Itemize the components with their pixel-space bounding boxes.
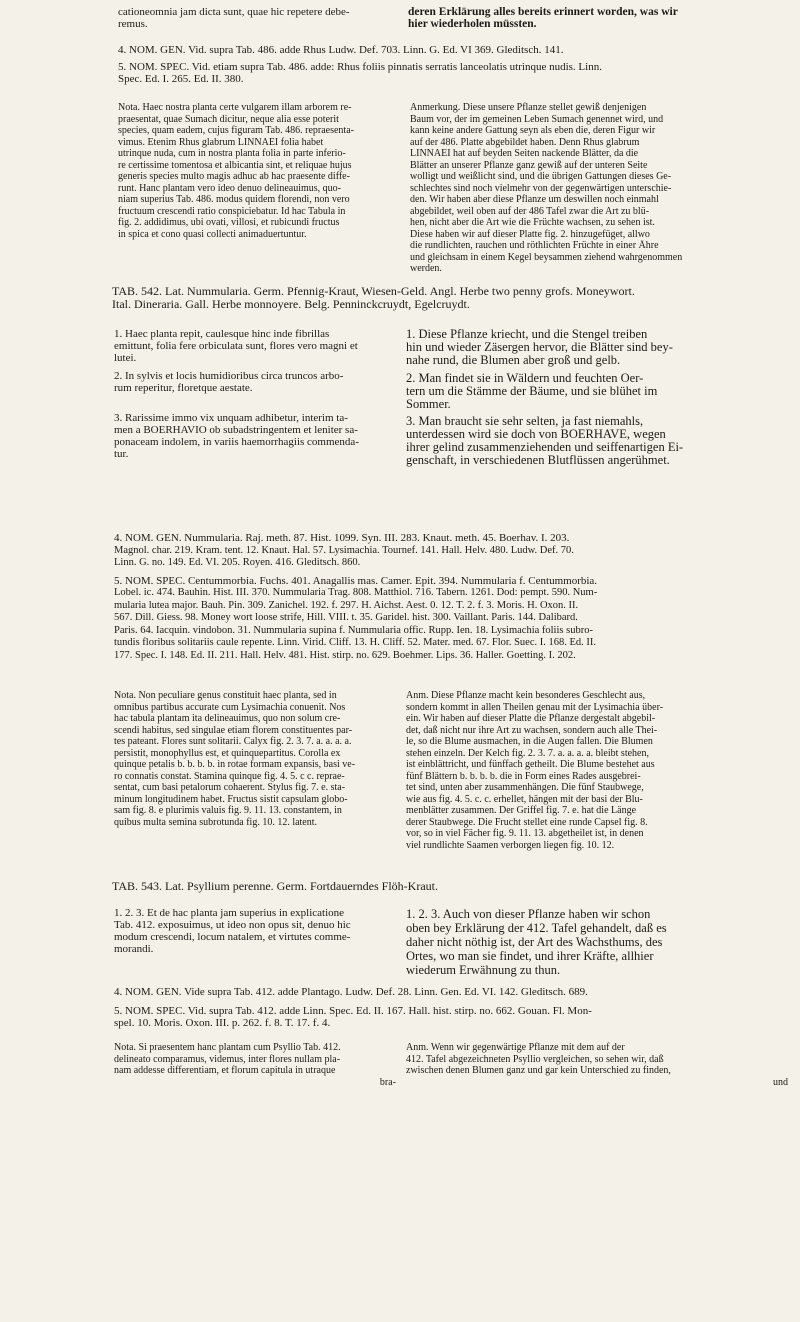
text-line: ihrer gelind zusammenziehenden und seiffenartigen Ei- [406, 441, 684, 454]
top-latin [118, 6, 398, 30]
section-header-line: TAB. 543. Lat. Psyllium perenne. Germ. Fortdauerndes Flöh-Kraut. [112, 880, 438, 893]
text-line: Sommer. [406, 398, 451, 411]
catchword: und [773, 1076, 788, 1088]
text-line: Baum vor, der im gemeinen Leben Sumach genennet wird, und [410, 113, 664, 125]
reference-line: 4. NOM. GEN. Nummularia. Raj. meth. 87. Hist. 1099. Syn. III. 283. Knaut. meth. 45. Boerhav. I. 203. [114, 532, 570, 544]
tab542-header [112, 285, 790, 311]
block1-nota-german [410, 102, 788, 275]
text-line: tet sind, unten aber zusammenhängen. Die fünf Staubwege, [406, 782, 644, 793]
text-line: wie aus fig. 4. 5. c. c. erhellet, hängen mit der basi der Blu- [406, 793, 643, 805]
text-line: Blätter an unserer Pflanze ganz gewiß auf der unteren Seite [410, 159, 648, 171]
reference-line: Lobel. ic. 474. Bauhin. Hist. III. 370. Nummularia Trag. 808. Matthiol. 716. Tabern. 1261. Dod: pempt. 590. Num- [114, 587, 598, 598]
text-line: ein. Wir haben auf dieser Platte die Pflanze dergestalt abgebil- [406, 713, 656, 724]
text-line: kann keine andere Gattung seyn als eben die, deren Figur wir [410, 125, 656, 136]
text-line: ist einblättricht, und fünffach getheilt. Die Blume bestehet aus [406, 759, 655, 770]
reference-line: 4. NOM. GEN. Vide supra Tab. 412. adde Plantago. Ludw. Def. 28. Linn. Gen. Ed. VI. 142. Gleditsch. 689. [114, 986, 588, 998]
text-line: wiederum Erwähnung zu thun. [406, 963, 561, 977]
text-line: persistit, monophyllus est, et quinquepartitus. Corolla ex [114, 747, 341, 759]
text-line: ponaceam indolem, in variis haemorrhagiis commenda- [114, 436, 359, 448]
text-line: sentat, cum basi petalorum cohaerent. Stylus fig. 7. e. sta- [114, 782, 346, 793]
text-line: ro connatis constat. Stamina quinque fig. 4. 5. c c. reprae- [114, 770, 345, 782]
text-line: delineato comparamus, videmus, inter flores nullam pla- [114, 1053, 341, 1065]
block1-nota-latin [118, 102, 400, 240]
text-line: scendi habitus, sed singulae etiam florem constituentes par- [114, 724, 353, 736]
reference-line: Magnol. char. 219. Kram. tent. 12. Knaut. Hal. 57. Lysimachia. Tournef. 141. Hall. Helv. 480. Ludw. Def. 70. [114, 544, 574, 556]
text-line: minum longitudinem habet. Fructus sistit capsulam globo- [114, 793, 348, 805]
text-line: LINNAEI hat auf beyden Seiten nackende Blätter, da die [410, 148, 639, 159]
tab542-german-paragraphs [406, 328, 788, 467]
text-line: Anm. Wenn wir gegenwärtige Pflanze mit dem auf der [406, 1042, 625, 1053]
text-line: le, so die Blume ausmachen, in die Augen fallen. Die Blumen [406, 736, 653, 747]
reference-line: Paris. 64. Iacquin. vindobon. 31. Nummularia supina f. Nummularia offic. Rupp. Ien. 18. Lysimachia foliis subro- [114, 624, 593, 636]
catchword: bra- [379, 1076, 396, 1088]
text-line: 3. Man braucht sie sehr selten, ja fast niemahls, [406, 415, 644, 428]
text-line: quinque petalis b. b. b. b. in rotae formam expansis, basi ve- [114, 759, 356, 770]
text-line: 3. Rarissime immo vix unquam adhibetur, interim ta- [114, 412, 348, 424]
text-line: hier wiederholen müssten. [408, 18, 537, 30]
text-line: genschaft, in verschiedenen Blutflüssen angerühmet. [406, 454, 670, 467]
text-line: hen, nicht aber die Art wie die Früchte wachsen, zu sehen ist. [410, 217, 655, 228]
text-line: 2. In sylvis et locis humidioribus circa truncos arbo- [114, 370, 344, 382]
text-line: rum reperitur, floretque aestate. [114, 382, 253, 394]
tab542-references [114, 532, 790, 662]
text-line: tern um die Stämme der Bäume, und sie blühet im [406, 385, 658, 398]
reference-line: 5. NOM. SPEC. Vid. etiam supra Tab. 486. adde: Rhus foliis pinnatis serratis lanceolatis utrinque nudis. Linn. [118, 60, 602, 73]
text-line: auf der 486. Platte abgebildet haben. Denn Rhus glabrum [410, 136, 640, 148]
text-line: fünf Blättern b. b. b. b. die in Form eines Rades ausgebrei- [406, 770, 641, 782]
text-line: stehen einzeln. Der Kelch fig. 2. 3. 7. a. a. a. a. bleibt stehen, [406, 747, 649, 759]
text-line: utrinque nuda, cum in nostra planta folia in parte inferio- [118, 148, 346, 159]
tab543-references [114, 986, 790, 1030]
text-line: in spica et cono quasi collecti animaduertuntur. [118, 228, 307, 240]
reference-line: Linn. G. no. 149. Ed. VI. 205. Royen. 416. Gleditsch. 860. [114, 557, 361, 568]
tab543-header [112, 880, 790, 893]
text-line: daher nicht nöthig ist, der Art des Wachsthums, des [406, 935, 663, 949]
text-line: Nota. Non peculiare genus constituit haec planta, sed in [114, 690, 337, 701]
text-line: viel rundlichte Saamen verborgen liegen fig. 10. 12. [406, 839, 615, 851]
reference-line: mularia lutea major. Bauh. Pin. 309. Zanichel. 192. f. 297. H. Aichst. Aest. 0. 12. T. 2. f. 3. Moris. H. Oxon. II. [114, 599, 579, 611]
tab543-nota-german [406, 1042, 788, 1088]
text-line: vimus. Etenim Rhus glabrum LINNAEI folia habet [118, 136, 324, 148]
text-line: und gleichsam in einem Kegel beysammen ziehend wahrgenommen [410, 251, 683, 263]
text-line: die rundlichten, rauchen und röthlichten Früchte in einer Ähre [410, 240, 659, 251]
text-line: Ortes, wo man sie findet, und ihrer Kräfte, allhier [406, 949, 654, 963]
text-line: 1. Haec planta repit, caulesque hinc inde fibrillas [114, 328, 330, 340]
reference-line: tundis floribus solitariis caule repente. Linn. Virid. Cliff. 13. H. Cliff. 52. Mater. med. 67. Flor. Suec. I. 168. Ed. II. [114, 637, 597, 648]
tab542-latin-paragraphs [114, 328, 396, 460]
tab542-nota-german [406, 690, 788, 851]
text-line: det, daß nicht nur ihre Art zu wachsen, sondern auch alle Thei- [406, 724, 658, 736]
reference-line: 177. Spec. I. 148. Ed. II. 211. Hall. Helv. 481. Hist. stirp. no. 629. Boehmer. Lips. 36. Haller. Goetting. I. 202. [114, 649, 576, 661]
text-line: Anmerkung. Diese unsere Pflanze stellet gewiß denjenigen [410, 102, 647, 113]
section-header-line: Ital. Dineraria. Gall. Herbe monnoyere. Belg. Penninckcruydt, Egelcruydt. [112, 298, 470, 311]
tab543-german-paragraph [406, 907, 788, 977]
text-line: wolligt und weißlicht sind, und die übrigen Gattungen dieses Ge- [410, 171, 672, 182]
top-german [408, 6, 786, 30]
text-line: Anm. Diese Pflanze macht kein besonderes Geschlecht aus, [406, 690, 646, 701]
text-line: schlechtes sind noch vielmehr von der gegenwärtigen unterschie- [410, 182, 672, 194]
text-line: praesentat, quae Sumach dicitur, neque alia esse poterit [118, 113, 339, 125]
text-line: quibus multa semina subrotunda fig. 10. 12. latent. [114, 816, 318, 828]
text-line: unterdessen wird sie doch von BOERHAVE, wegen [406, 428, 666, 441]
text-line: derer Staubwege. Die Frucht stellet eine runde Capsel fig. 8. [406, 816, 648, 828]
text-line: Diese haben wir auf dieser Platte fig. 2. hinzugefüget, allwo [410, 228, 650, 240]
text-line: Nota. Si praesentem hanc plantam cum Psyllio Tab. 412. [114, 1042, 341, 1053]
text-line: abgebildet, weil oben auf der 486 Tafel zwar die Art zu blü- [410, 205, 650, 217]
text-line: zwischen denen Blumen ganz und gar kein Unterschied zu finden, [406, 1065, 671, 1076]
text-line: men a BOERHAVIO ob subadstringentem et leniter sa- [114, 424, 358, 436]
text-line: Nota. Haec nostra planta certe vulgarem illam arborem re- [118, 102, 352, 113]
text-line: den. Wir haben aber diese Pflanze um deswillen noch einmahl [410, 194, 659, 205]
text-line: sam fig. 8. e plurimis valuis fig. 9. 11. 13. constantem, in [114, 805, 342, 816]
text-line: fructuum crescendi ratio conspiciebatur. Id hac Tabula in [118, 205, 346, 217]
text-line: 412. Tafel abgezeichneten Psyllio vergleichen, so sehen wir, daß [406, 1053, 664, 1065]
tab543-nota-latin [114, 1042, 396, 1088]
text-line: werden. [410, 263, 442, 274]
text-line: tes pateant. Flores sunt solitarii. Calyx fig. 2. 3. 7. a. a. a. a. [114, 736, 352, 747]
text-line: 2. Man findet sie in Wäldern und feuchten Oer- [406, 372, 644, 385]
text-line: 1. Diese Pflanze kriecht, und die Stengel treiben [406, 328, 648, 341]
text-line: niam superius Tab. 486. modus quidem florendi, non vero [118, 194, 350, 205]
text-line: omnibus partibus accurate cum Lysimachia conuenit. Nos [114, 701, 346, 713]
tab542-nota-latin [114, 690, 398, 828]
tab543-latin-paragraph [114, 907, 396, 955]
text-line: deren Erklärung alles bereits erinnert worden, was wir [408, 6, 678, 18]
reference-line: 5. NOM. SPEC. Centummorbia. Fuchs. 401. Anagallis mas. Camer. Epit. 394. Nummularia f. Centummorbia. [114, 574, 598, 587]
text-line: nam addesse differentiam, et florum capitula in utraque [114, 1065, 336, 1076]
text-line: morandi. [114, 943, 154, 955]
reference-line: spel. 10. Moris. Oxon. III. p. 262. f. 8. T. 17. f. 4. [114, 1017, 331, 1029]
reference-line: 4. NOM. GEN. Vid. supra Tab. 486. adde Rhus Ludw. Def. 703. Linn. G. Ed. VI 369. Gleditsch. 141. [118, 44, 564, 56]
reference-line: 567. Dill. Giess. 98. Money wort loose strife, Hill. VIII. t. 35. Garidel. hist. 300. Vaillant. Paris. 144. Dalibard. [114, 612, 578, 623]
text-line: tur. [114, 448, 129, 460]
text-line: oben bey Erklärung der 412. Tafel gehandelt, daß es [406, 921, 667, 935]
text-line: hac tabula plantam ita delineauimus, quo non solum cre- [114, 713, 341, 724]
text-line: hin und wieder Zäsergen hervor, die Blätter sind bey- [406, 341, 673, 354]
text-line: menblätter zusammen. Der Griffel fig. 7. e. hat die Länge [406, 805, 637, 816]
text-line: runt. Hanc plantam vero ideo denuo delineauimus, quo- [118, 182, 341, 194]
text-line: modum crescendi, locum natalem, et virtutes comme- [114, 931, 351, 943]
text-line: sondern kommt in allen Theilen genau mit der Lysimachia über- [406, 701, 664, 713]
section-header-line: TAB. 542. Lat. Nummularia. Germ. Pfennig-Kraut, Wiesen-Geld. Angl. Herbe two penny grofs. Moneywort. [112, 285, 635, 298]
reference-line: 5. NOM. SPEC. Vid. supra Tab. 412. adde Linn. Spec. Ed. II. 167. Hall. hist. stirp. no. 662. Gouan. Fl. Mon- [114, 1004, 592, 1017]
text-line: remus. [118, 18, 148, 30]
text-line: re certissime tomentosa et albicantia sint, et reliquae hujus [118, 159, 352, 171]
text-line: generis species multo magis adhuc ab hac praesente diffe- [118, 171, 350, 182]
text-line: vor, so in viel Fächer fig. 9. 11. 13. abgetheilet ist, in denen [406, 828, 644, 839]
block1-references [118, 44, 788, 86]
text-line: 1. 2. 3. Et de hac planta jam superius in explicatione [114, 907, 345, 919]
reference-line: Spec. Ed. I. 265. Ed. II. 380. [118, 73, 244, 85]
text-line: nahe rund, die Blumen aber groß und gelb. [406, 354, 621, 367]
text-line: species, quam eadem, cujus figuram Tab. 486. repraesenta- [118, 125, 354, 136]
text-line: 1. 2. 3. Auch von dieser Pflanze haben wir schon [406, 907, 651, 921]
text-line: fig. 2. addidimus, ubi ovati, villosi, et rubicundi fructus [118, 217, 340, 228]
text-line: emittunt, folia fere orbiculata sunt, flores vero magni et [114, 340, 358, 352]
text-line: cationeomnia jam dicta sunt, quae hic repetere debe- [118, 6, 350, 18]
text-line: lutei. [114, 352, 137, 364]
text-line: Tab. 412. exposuimus, ut ideo non opus sit, denuo hic [114, 919, 351, 931]
